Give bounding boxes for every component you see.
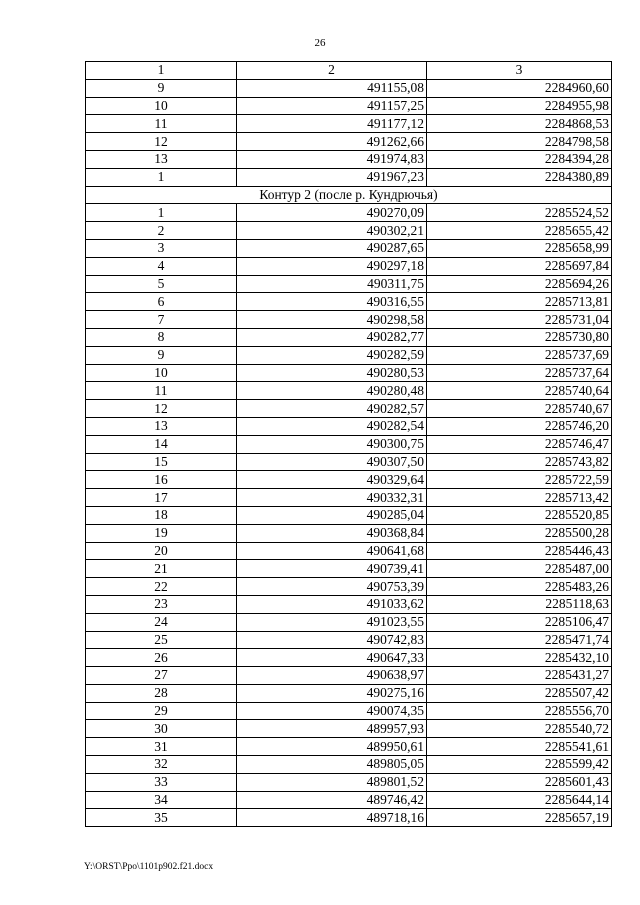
- header-cell-y: 3: [427, 62, 612, 80]
- y-coordinate-cell: 2285599,42: [427, 756, 612, 774]
- x-coordinate-cell: 490285,04: [237, 506, 427, 524]
- table-row: [86, 257, 612, 275]
- y-coordinate-cell: 2285500,28: [427, 524, 612, 542]
- header-row: [86, 62, 612, 80]
- y-coordinate-cell: 2284394,28: [427, 150, 612, 168]
- x-coordinate-cell: 490302,21: [237, 222, 427, 240]
- table-row: [86, 222, 612, 240]
- x-coordinate-cell: 490638,97: [237, 667, 427, 685]
- point-number-cell: 33: [86, 773, 237, 791]
- point-number-cell: 10: [86, 97, 237, 115]
- table-row: [86, 364, 612, 382]
- x-coordinate-cell: 490300,75: [237, 435, 427, 453]
- x-coordinate-cell: 491023,55: [237, 613, 427, 631]
- x-coordinate-cell: 490298,58: [237, 311, 427, 329]
- table-row: [86, 560, 612, 578]
- point-number-cell: 12: [86, 133, 237, 151]
- x-coordinate-cell: 490753,39: [237, 578, 427, 596]
- x-coordinate-cell: 490311,75: [237, 275, 427, 293]
- x-coordinate-cell: 490280,53: [237, 364, 427, 382]
- x-coordinate-cell: 490332,31: [237, 489, 427, 507]
- table-row: [86, 649, 612, 667]
- table-row: [86, 115, 612, 133]
- point-number-cell: 10: [86, 364, 237, 382]
- point-number-cell: 1: [86, 168, 237, 186]
- point-number-cell: 24: [86, 613, 237, 631]
- point-number-cell: 3: [86, 239, 237, 257]
- y-coordinate-cell: 2285730,80: [427, 328, 612, 346]
- y-coordinate-cell: 2285746,47: [427, 435, 612, 453]
- point-number-cell: 25: [86, 631, 237, 649]
- table-row: [86, 275, 612, 293]
- x-coordinate-cell: 491033,62: [237, 595, 427, 613]
- table-row: [86, 417, 612, 435]
- point-number-cell: 31: [86, 738, 237, 756]
- x-coordinate-cell: 490329,64: [237, 471, 427, 489]
- table-row: [86, 542, 612, 560]
- y-coordinate-cell: 2285743,82: [427, 453, 612, 471]
- x-coordinate-cell: 489957,93: [237, 720, 427, 738]
- x-coordinate-cell: 490316,55: [237, 293, 427, 311]
- point-number-cell: 13: [86, 150, 237, 168]
- point-number-cell: 6: [86, 293, 237, 311]
- point-number-cell: 20: [86, 542, 237, 560]
- x-coordinate-cell: 490074,35: [237, 702, 427, 720]
- table-row: [86, 346, 612, 364]
- y-coordinate-cell: 2285601,43: [427, 773, 612, 791]
- table-row: [86, 631, 612, 649]
- point-number-cell: 15: [86, 453, 237, 471]
- table-row: [86, 79, 612, 97]
- y-coordinate-cell: 2285106,47: [427, 613, 612, 631]
- x-coordinate-cell: 489801,52: [237, 773, 427, 791]
- point-number-cell: 35: [86, 809, 237, 827]
- table-row: [86, 97, 612, 115]
- table-row: [86, 578, 612, 596]
- coordinates-table-body: [86, 62, 612, 827]
- table-row: [86, 453, 612, 471]
- point-number-cell: 4: [86, 257, 237, 275]
- x-coordinate-cell: 490742,83: [237, 631, 427, 649]
- y-coordinate-cell: 2285658,99: [427, 239, 612, 257]
- x-coordinate-cell: 491262,66: [237, 133, 427, 151]
- point-number-cell: 1: [86, 204, 237, 222]
- point-number-cell: 2: [86, 222, 237, 240]
- y-coordinate-cell: 2285737,69: [427, 346, 612, 364]
- x-coordinate-cell: 489950,61: [237, 738, 427, 756]
- point-number-cell: 13: [86, 417, 237, 435]
- y-coordinate-cell: 2285697,84: [427, 257, 612, 275]
- point-number-cell: 9: [86, 346, 237, 364]
- point-number-cell: 27: [86, 667, 237, 685]
- y-coordinate-cell: 2285556,70: [427, 702, 612, 720]
- table-row: [86, 595, 612, 613]
- x-coordinate-cell: 489718,16: [237, 809, 427, 827]
- point-number-cell: 8: [86, 328, 237, 346]
- table-row: [86, 613, 612, 631]
- point-number-cell: 11: [86, 115, 237, 133]
- x-coordinate-cell: 490739,41: [237, 560, 427, 578]
- y-coordinate-cell: 2285746,20: [427, 417, 612, 435]
- table-row: [86, 702, 612, 720]
- point-number-cell: 21: [86, 560, 237, 578]
- x-coordinate-cell: 490307,50: [237, 453, 427, 471]
- y-coordinate-cell: 2285731,04: [427, 311, 612, 329]
- table-row: [86, 791, 612, 809]
- x-coordinate-cell: 490282,77: [237, 328, 427, 346]
- y-coordinate-cell: 2285483,26: [427, 578, 612, 596]
- x-coordinate-cell: 490641,68: [237, 542, 427, 560]
- point-number-cell: 22: [86, 578, 237, 596]
- table-row: [86, 293, 612, 311]
- coordinates-table: [85, 61, 612, 827]
- table-row: [86, 168, 612, 186]
- y-coordinate-cell: 2285432,10: [427, 649, 612, 667]
- point-number-cell: 11: [86, 382, 237, 400]
- file-path-footer: Y:\ORST\Ppo\1101p902.f21.docx: [84, 862, 214, 872]
- y-coordinate-cell: 2285471,74: [427, 631, 612, 649]
- y-coordinate-cell: 2285713,81: [427, 293, 612, 311]
- x-coordinate-cell: 489805,05: [237, 756, 427, 774]
- y-coordinate-cell: 2285540,72: [427, 720, 612, 738]
- point-number-cell: 32: [86, 756, 237, 774]
- y-coordinate-cell: 2285740,64: [427, 382, 612, 400]
- table-row: [86, 524, 612, 542]
- y-coordinate-cell: 2284955,98: [427, 97, 612, 115]
- y-coordinate-cell: 2284868,53: [427, 115, 612, 133]
- y-coordinate-cell: 2285520,85: [427, 506, 612, 524]
- x-coordinate-cell: 490647,33: [237, 649, 427, 667]
- y-coordinate-cell: 2285694,26: [427, 275, 612, 293]
- point-number-cell: 26: [86, 649, 237, 667]
- x-coordinate-cell: 491177,12: [237, 115, 427, 133]
- table-row: [86, 809, 612, 827]
- point-number-cell: 17: [86, 489, 237, 507]
- x-coordinate-cell: 490297,18: [237, 257, 427, 275]
- point-number-cell: 23: [86, 595, 237, 613]
- y-coordinate-cell: 2285713,42: [427, 489, 612, 507]
- table-row: [86, 506, 612, 524]
- table-row: [86, 667, 612, 685]
- x-coordinate-cell: 490368,84: [237, 524, 427, 542]
- y-coordinate-cell: 2285524,52: [427, 204, 612, 222]
- x-coordinate-cell: 490270,09: [237, 204, 427, 222]
- y-coordinate-cell: 2285740,67: [427, 400, 612, 418]
- table-row: [86, 150, 612, 168]
- table-row: [86, 756, 612, 774]
- point-number-cell: 34: [86, 791, 237, 809]
- y-coordinate-cell: 2285657,19: [427, 809, 612, 827]
- table-row: [86, 382, 612, 400]
- table-row: [86, 239, 612, 257]
- table-row: [86, 720, 612, 738]
- point-number-cell: 19: [86, 524, 237, 542]
- table-row: [86, 471, 612, 489]
- point-number-cell: 16: [86, 471, 237, 489]
- table-row: [86, 133, 612, 151]
- section-title-row: [86, 186, 612, 204]
- point-number-cell: 14: [86, 435, 237, 453]
- point-number-cell: 7: [86, 311, 237, 329]
- y-coordinate-cell: 2285118,63: [427, 595, 612, 613]
- header-cell-point: 1: [86, 62, 237, 80]
- table-row: [86, 773, 612, 791]
- x-coordinate-cell: 490280,48: [237, 382, 427, 400]
- x-coordinate-cell: 490275,16: [237, 684, 427, 702]
- y-coordinate-cell: 2285737,64: [427, 364, 612, 382]
- y-coordinate-cell: 2285431,27: [427, 667, 612, 685]
- header-cell-x: 2: [237, 62, 427, 80]
- page-number: 26: [314, 37, 326, 49]
- y-coordinate-cell: 2285446,43: [427, 542, 612, 560]
- table-row: [86, 328, 612, 346]
- x-coordinate-cell: 490282,59: [237, 346, 427, 364]
- table-row: [86, 311, 612, 329]
- x-coordinate-cell: 489746,42: [237, 791, 427, 809]
- point-number-cell: 28: [86, 684, 237, 702]
- y-coordinate-cell: 2285722,59: [427, 471, 612, 489]
- point-number-cell: 9: [86, 79, 237, 97]
- y-coordinate-cell: 2285507,42: [427, 684, 612, 702]
- x-coordinate-cell: 491967,23: [237, 168, 427, 186]
- table-row: [86, 738, 612, 756]
- y-coordinate-cell: 2285487,00: [427, 560, 612, 578]
- y-coordinate-cell: 2285644,14: [427, 791, 612, 809]
- x-coordinate-cell: 491155,08: [237, 79, 427, 97]
- y-coordinate-cell: 2284798,58: [427, 133, 612, 151]
- table-row: [86, 489, 612, 507]
- y-coordinate-cell: 2284380,89: [427, 168, 612, 186]
- point-number-cell: 5: [86, 275, 237, 293]
- x-coordinate-cell: 490287,65: [237, 239, 427, 257]
- y-coordinate-cell: 2285541,61: [427, 738, 612, 756]
- y-coordinate-cell: 2284960,60: [427, 79, 612, 97]
- point-number-cell: 12: [86, 400, 237, 418]
- point-number-cell: 30: [86, 720, 237, 738]
- table-row: [86, 204, 612, 222]
- x-coordinate-cell: 491157,25: [237, 97, 427, 115]
- table-row: [86, 435, 612, 453]
- x-coordinate-cell: 490282,54: [237, 417, 427, 435]
- point-number-cell: 29: [86, 702, 237, 720]
- x-coordinate-cell: 490282,57: [237, 400, 427, 418]
- x-coordinate-cell: 491974,83: [237, 150, 427, 168]
- table-row: [86, 684, 612, 702]
- table-row: [86, 400, 612, 418]
- section-title: Контур 2 (после р. Кундрючья): [86, 186, 612, 204]
- y-coordinate-cell: 2285655,42: [427, 222, 612, 240]
- point-number-cell: 18: [86, 506, 237, 524]
